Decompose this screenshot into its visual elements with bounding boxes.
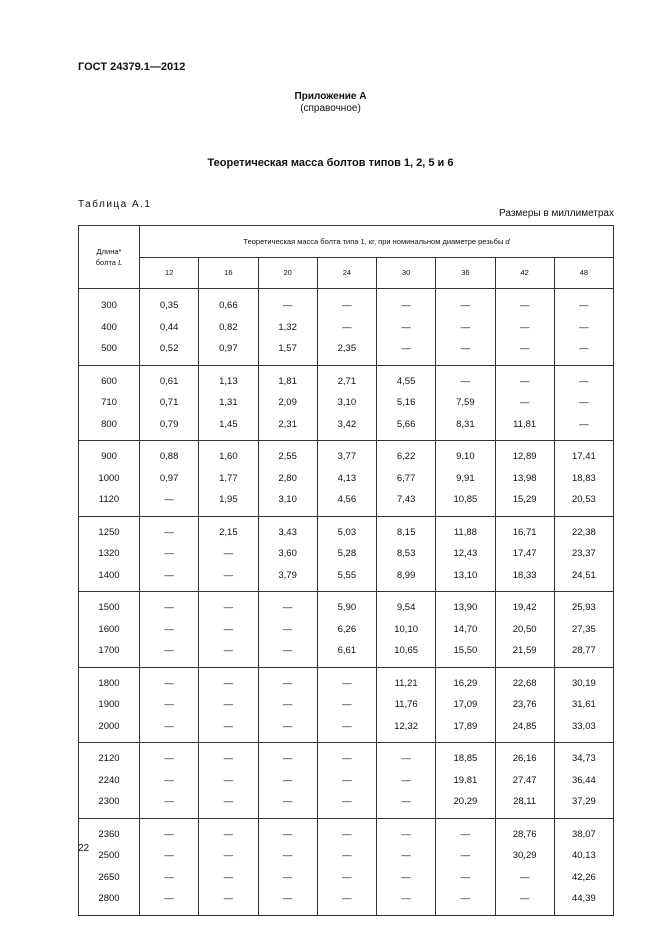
mass-cell: —: [495, 317, 554, 339]
mass-span-header: Теоретическая масса болта типа 1, кг, при номинальном диаметре резьбы d: [140, 226, 614, 258]
diameter-header-20: 20: [258, 257, 317, 289]
table-row: [79, 640, 614, 667]
mass-cell: 5,90: [317, 592, 376, 619]
mass-cell: —: [377, 770, 436, 792]
mass-cell: 30,29: [495, 845, 554, 867]
mass-cell: —: [554, 338, 613, 365]
mass-cell: 34,73: [554, 743, 613, 770]
table-row: [79, 791, 614, 818]
mass-cell: —: [258, 592, 317, 619]
length-cell: 600: [79, 365, 140, 392]
table-row: [79, 392, 614, 414]
mass-cell: —: [377, 888, 436, 915]
mass-cell: —: [140, 592, 199, 619]
mass-cell: 16,29: [436, 667, 495, 694]
diameter-header-12: 12: [140, 257, 199, 289]
length-cell: 2300: [79, 791, 140, 818]
mass-cell: —: [436, 338, 495, 365]
mass-cell: 10,85: [436, 489, 495, 516]
table-row: [79, 543, 614, 565]
mass-cell: —: [140, 867, 199, 889]
mass-cell: 2,15: [199, 516, 258, 543]
mass-cell: 37,29: [554, 791, 613, 818]
mass-cell: —: [140, 694, 199, 716]
mass-cell: —: [140, 543, 199, 565]
annex-subtitle: (справочное): [300, 103, 361, 114]
mass-cell: 3,10: [258, 489, 317, 516]
mass-cell: 1,81: [258, 365, 317, 392]
mass-cell: —: [140, 716, 199, 743]
mass-cell: —: [258, 845, 317, 867]
mass-cell: —: [258, 716, 317, 743]
mass-cell: —: [140, 845, 199, 867]
mass-cell: —: [199, 791, 258, 818]
length-cell: 1900: [79, 694, 140, 716]
table-row: [79, 716, 614, 743]
length-cell: 800: [79, 414, 140, 441]
mass-cell: 5,03: [317, 516, 376, 543]
mass-cell: 22,68: [495, 667, 554, 694]
mass-cell: 28,11: [495, 791, 554, 818]
mass-cell: 2,31: [258, 414, 317, 441]
mass-cell: —: [377, 289, 436, 317]
mass-cell: 28,77: [554, 640, 613, 667]
mass-cell: 2,09: [258, 392, 317, 414]
table-row: [79, 317, 614, 339]
diameter-header-row: [79, 257, 614, 289]
mass-cell: 17,09: [436, 694, 495, 716]
mass-cell: 33,03: [554, 716, 613, 743]
mass-cell: 5,55: [317, 565, 376, 592]
mass-cell: 22,38: [554, 516, 613, 543]
mass-cell: 3,79: [258, 565, 317, 592]
length-cell: 1250: [79, 516, 140, 543]
mass-cell: —: [258, 791, 317, 818]
mass-cell: —: [317, 770, 376, 792]
mass-cell: 17,41: [554, 441, 613, 468]
table-row: [79, 468, 614, 490]
mass-cell: —: [140, 743, 199, 770]
mass-cell: —: [317, 716, 376, 743]
mass-cell: —: [199, 716, 258, 743]
length-cell: 2240: [79, 770, 140, 792]
mass-cell: 5,66: [377, 414, 436, 441]
mass-cell: 9,91: [436, 468, 495, 490]
mass-cell: —: [140, 770, 199, 792]
table-row: [79, 592, 614, 619]
mass-cell: 11,21: [377, 667, 436, 694]
mass-cell: 0,97: [199, 338, 258, 365]
mass-cell: —: [199, 565, 258, 592]
units-note: Размеры в миллиметрах: [499, 208, 614, 219]
page-number: 22: [78, 843, 90, 854]
mass-cell: 1,13: [199, 365, 258, 392]
mass-cell: —: [258, 770, 317, 792]
mass-cell: 3,77: [317, 441, 376, 468]
mass-cell: 20,53: [554, 489, 613, 516]
mass-cell: —: [317, 289, 376, 317]
mass-cell: 8,15: [377, 516, 436, 543]
mass-cell: 25,93: [554, 592, 613, 619]
mass-cell: 11,88: [436, 516, 495, 543]
mass-cell: 1,60: [199, 441, 258, 468]
mass-cell: 0,82: [199, 317, 258, 339]
mass-cell: 1,45: [199, 414, 258, 441]
mass-cell: 3,60: [258, 543, 317, 565]
mass-cell: 0,66: [199, 289, 258, 317]
section-title: Теоретическая масса болтов типов 1, 2, 5 и 6: [207, 157, 454, 169]
mass-cell: 18,83: [554, 468, 613, 490]
mass-cell: 0,35: [140, 289, 199, 317]
length-cell: 1700: [79, 640, 140, 667]
length-cell: 1800: [79, 667, 140, 694]
mass-cell: —: [199, 818, 258, 845]
mass-cell: —: [377, 867, 436, 889]
mass-cell: —: [495, 365, 554, 392]
mass-cell: —: [258, 888, 317, 915]
mass-cell: 15,50: [436, 640, 495, 667]
mass-cell: —: [258, 289, 317, 317]
mass-cell: 20,29: [436, 791, 495, 818]
mass-cell: 24,85: [495, 716, 554, 743]
mass-cell: —: [495, 338, 554, 365]
mass-cell: 6,26: [317, 619, 376, 641]
mass-cell: —: [377, 338, 436, 365]
mass-cell: 10,10: [377, 619, 436, 641]
mass-cell: —: [317, 743, 376, 770]
mass-cell: 12,89: [495, 441, 554, 468]
mass-cell: 0,97: [140, 468, 199, 490]
mass-cell: 10,65: [377, 640, 436, 667]
mass-cell: 40,13: [554, 845, 613, 867]
mass-cell: 3,43: [258, 516, 317, 543]
mass-cell: 11,81: [495, 414, 554, 441]
table-row: [79, 565, 614, 592]
mass-cell: 5,16: [377, 392, 436, 414]
mass-cell: 12,32: [377, 716, 436, 743]
length-cell: 1600: [79, 619, 140, 641]
mass-cell: 27,35: [554, 619, 613, 641]
table-row: [79, 489, 614, 516]
annex-title: Приложение А: [294, 91, 367, 102]
length-header-line-2: болта L: [95, 258, 123, 267]
table-row: [79, 743, 614, 770]
mass-cell: 4,13: [317, 468, 376, 490]
mass-cell: 0,52: [140, 338, 199, 365]
mass-cell: 16,71: [495, 516, 554, 543]
length-cell: 2500: [79, 845, 140, 867]
mass-cell: 11,76: [377, 694, 436, 716]
length-cell: 2800: [79, 888, 140, 915]
diameter-header-48: 48: [554, 257, 613, 289]
mass-cell: —: [199, 640, 258, 667]
mass-cell: 6,22: [377, 441, 436, 468]
mass-cell: —: [495, 392, 554, 414]
length-cell: 1320: [79, 543, 140, 565]
mass-cell: 13,98: [495, 468, 554, 490]
mass-cell: —: [377, 317, 436, 339]
mass-cell: 1,77: [199, 468, 258, 490]
mass-cell: —: [317, 791, 376, 818]
length-variable: L: [118, 258, 123, 267]
mass-cell: 17,89: [436, 716, 495, 743]
table-row: [79, 867, 614, 889]
mass-cell: 17,47: [495, 543, 554, 565]
mass-cell: —: [199, 619, 258, 641]
mass-cell: —: [199, 694, 258, 716]
mass-cell: 44,39: [554, 888, 613, 915]
mass-cell: 6,77: [377, 468, 436, 490]
length-cell: 2000: [79, 716, 140, 743]
table-row: [79, 888, 614, 915]
mass-cell: —: [258, 867, 317, 889]
mass-cell: —: [199, 867, 258, 889]
mass-cell: —: [258, 743, 317, 770]
diameter-variable: d: [505, 236, 510, 246]
mass-cell: —: [436, 867, 495, 889]
length-cell: 300: [79, 289, 140, 317]
mass-cell: —: [436, 289, 495, 317]
mass-cell: 1,32: [258, 317, 317, 339]
length-cell: 2650: [79, 867, 140, 889]
mass-cell: —: [317, 867, 376, 889]
mass-cell: 13,10: [436, 565, 495, 592]
mass-cell: 18,85: [436, 743, 495, 770]
mass-cell: —: [554, 289, 613, 317]
mass-cell: 1,95: [199, 489, 258, 516]
mass-cell: —: [377, 791, 436, 818]
mass-cell: 26,16: [495, 743, 554, 770]
mass-cell: —: [436, 818, 495, 845]
mass-cell: 8,31: [436, 414, 495, 441]
length-cell: 1400: [79, 565, 140, 592]
mass-cell: 0,61: [140, 365, 199, 392]
mass-cell: —: [199, 770, 258, 792]
mass-cell: 36,44: [554, 770, 613, 792]
table-row: [79, 818, 614, 845]
mass-cell: —: [199, 845, 258, 867]
mass-cell: —: [140, 888, 199, 915]
mass-cell: —: [199, 667, 258, 694]
mass-cell: —: [554, 365, 613, 392]
mass-cell: 7,43: [377, 489, 436, 516]
mass-cell: 38,07: [554, 818, 613, 845]
table-row: [79, 619, 614, 641]
mass-cell: 2,71: [317, 365, 376, 392]
mass-cell: —: [317, 667, 376, 694]
mass-cell: —: [140, 619, 199, 641]
mass-cell: 7,59: [436, 392, 495, 414]
mass-cell: 31,61: [554, 694, 613, 716]
mass-cell: 18,33: [495, 565, 554, 592]
mass-cell: 21,59: [495, 640, 554, 667]
mass-cell: —: [554, 392, 613, 414]
diameter-header-24: 24: [317, 257, 376, 289]
table-row: [79, 694, 614, 716]
mass-cell: 4,55: [377, 365, 436, 392]
mass-cell: —: [140, 667, 199, 694]
mass-cell: —: [317, 888, 376, 915]
table-row: [79, 770, 614, 792]
mass-cell: —: [554, 317, 613, 339]
mass-cell: 2,55: [258, 441, 317, 468]
mass-cell: 1,57: [258, 338, 317, 365]
mass-cell: 12,43: [436, 543, 495, 565]
table-label: Таблица А.1: [78, 199, 152, 210]
length-cell: 2120: [79, 743, 140, 770]
mass-cell: 24,51: [554, 565, 613, 592]
mass-cell: —: [317, 317, 376, 339]
length-cell: 2360: [79, 818, 140, 845]
document-id: ГОСТ 24379.1—2012: [78, 61, 186, 73]
mass-cell: —: [258, 667, 317, 694]
mass-cell: 19,81: [436, 770, 495, 792]
mass-cell: —: [258, 619, 317, 641]
mass-cell: 20,50: [495, 619, 554, 641]
mass-cell: —: [140, 640, 199, 667]
bolt-mass-table: [78, 225, 614, 916]
mass-cell: —: [199, 888, 258, 915]
table-body: [79, 289, 614, 916]
mass-cell: —: [199, 743, 258, 770]
table-row: [79, 441, 614, 468]
mass-cell: 3,42: [317, 414, 376, 441]
mass-cell: 0,79: [140, 414, 199, 441]
table-row: [79, 414, 614, 441]
length-cell: 400: [79, 317, 140, 339]
table-row: [79, 845, 614, 867]
mass-cell: —: [140, 791, 199, 818]
mass-cell: —: [436, 888, 495, 915]
mass-cell: 19,42: [495, 592, 554, 619]
mass-cell: —: [377, 845, 436, 867]
mass-cell: 9,54: [377, 592, 436, 619]
table-row: [79, 365, 614, 392]
mass-cell: —: [317, 818, 376, 845]
diameter-header-16: 16: [199, 257, 258, 289]
mass-cell: —: [140, 565, 199, 592]
mass-cell: 8,53: [377, 543, 436, 565]
mass-cell: 3,10: [317, 392, 376, 414]
mass-cell: 5,28: [317, 543, 376, 565]
mass-cell: 0,44: [140, 317, 199, 339]
mass-cell: 14,70: [436, 619, 495, 641]
mass-cell: 9,10: [436, 441, 495, 468]
mass-cell: 30,19: [554, 667, 613, 694]
length-cell: 900: [79, 441, 140, 468]
mass-cell: —: [317, 845, 376, 867]
mass-cell: —: [258, 640, 317, 667]
mass-cell: 28,76: [495, 818, 554, 845]
mass-cell: —: [495, 289, 554, 317]
mass-cell: —: [199, 543, 258, 565]
diameter-header-30: 30: [377, 257, 436, 289]
mass-cell: —: [140, 489, 199, 516]
length-cell: 1000: [79, 468, 140, 490]
mass-cell: —: [554, 414, 613, 441]
mass-cell: —: [258, 694, 317, 716]
mass-cell: —: [317, 694, 376, 716]
table-row: [79, 667, 614, 694]
mass-cell: 0,71: [140, 392, 199, 414]
mass-cell: 1,31: [199, 392, 258, 414]
mass-cell: 0,88: [140, 441, 199, 468]
diameter-header-36: 36: [436, 257, 495, 289]
mass-cell: 8,99: [377, 565, 436, 592]
mass-cell: 42,26: [554, 867, 613, 889]
mass-cell: —: [495, 888, 554, 915]
mass-cell: 2,35: [317, 338, 376, 365]
mass-cell: —: [436, 317, 495, 339]
mass-cell: 27,47: [495, 770, 554, 792]
mass-cell: —: [140, 516, 199, 543]
mass-cell: —: [140, 818, 199, 845]
table-row: [79, 516, 614, 543]
mass-cell: 15,29: [495, 489, 554, 516]
mass-cell: —: [199, 592, 258, 619]
annex-heading: [0, 91, 661, 115]
mass-cell: —: [436, 365, 495, 392]
length-cell: 1120: [79, 489, 140, 516]
mass-cell: —: [436, 845, 495, 867]
mass-cell: 2,80: [258, 468, 317, 490]
mass-cell: 13,90: [436, 592, 495, 619]
length-cell: 1500: [79, 592, 140, 619]
mass-cell: 23,37: [554, 543, 613, 565]
diameter-header-42: 42: [495, 257, 554, 289]
mass-cell: —: [258, 818, 317, 845]
mass-cell: 4,56: [317, 489, 376, 516]
mass-cell: —: [377, 818, 436, 845]
table-row: [79, 338, 614, 365]
mass-cell: —: [377, 743, 436, 770]
mass-cell: —: [495, 867, 554, 889]
length-cell: 500: [79, 338, 140, 365]
mass-cell: 6,61: [317, 640, 376, 667]
mass-cell: 23,76: [495, 694, 554, 716]
table-row: [79, 289, 614, 317]
length-cell: 710: [79, 392, 140, 414]
length-column-header: [79, 226, 140, 289]
length-header-line-1: Длина*: [96, 247, 122, 256]
